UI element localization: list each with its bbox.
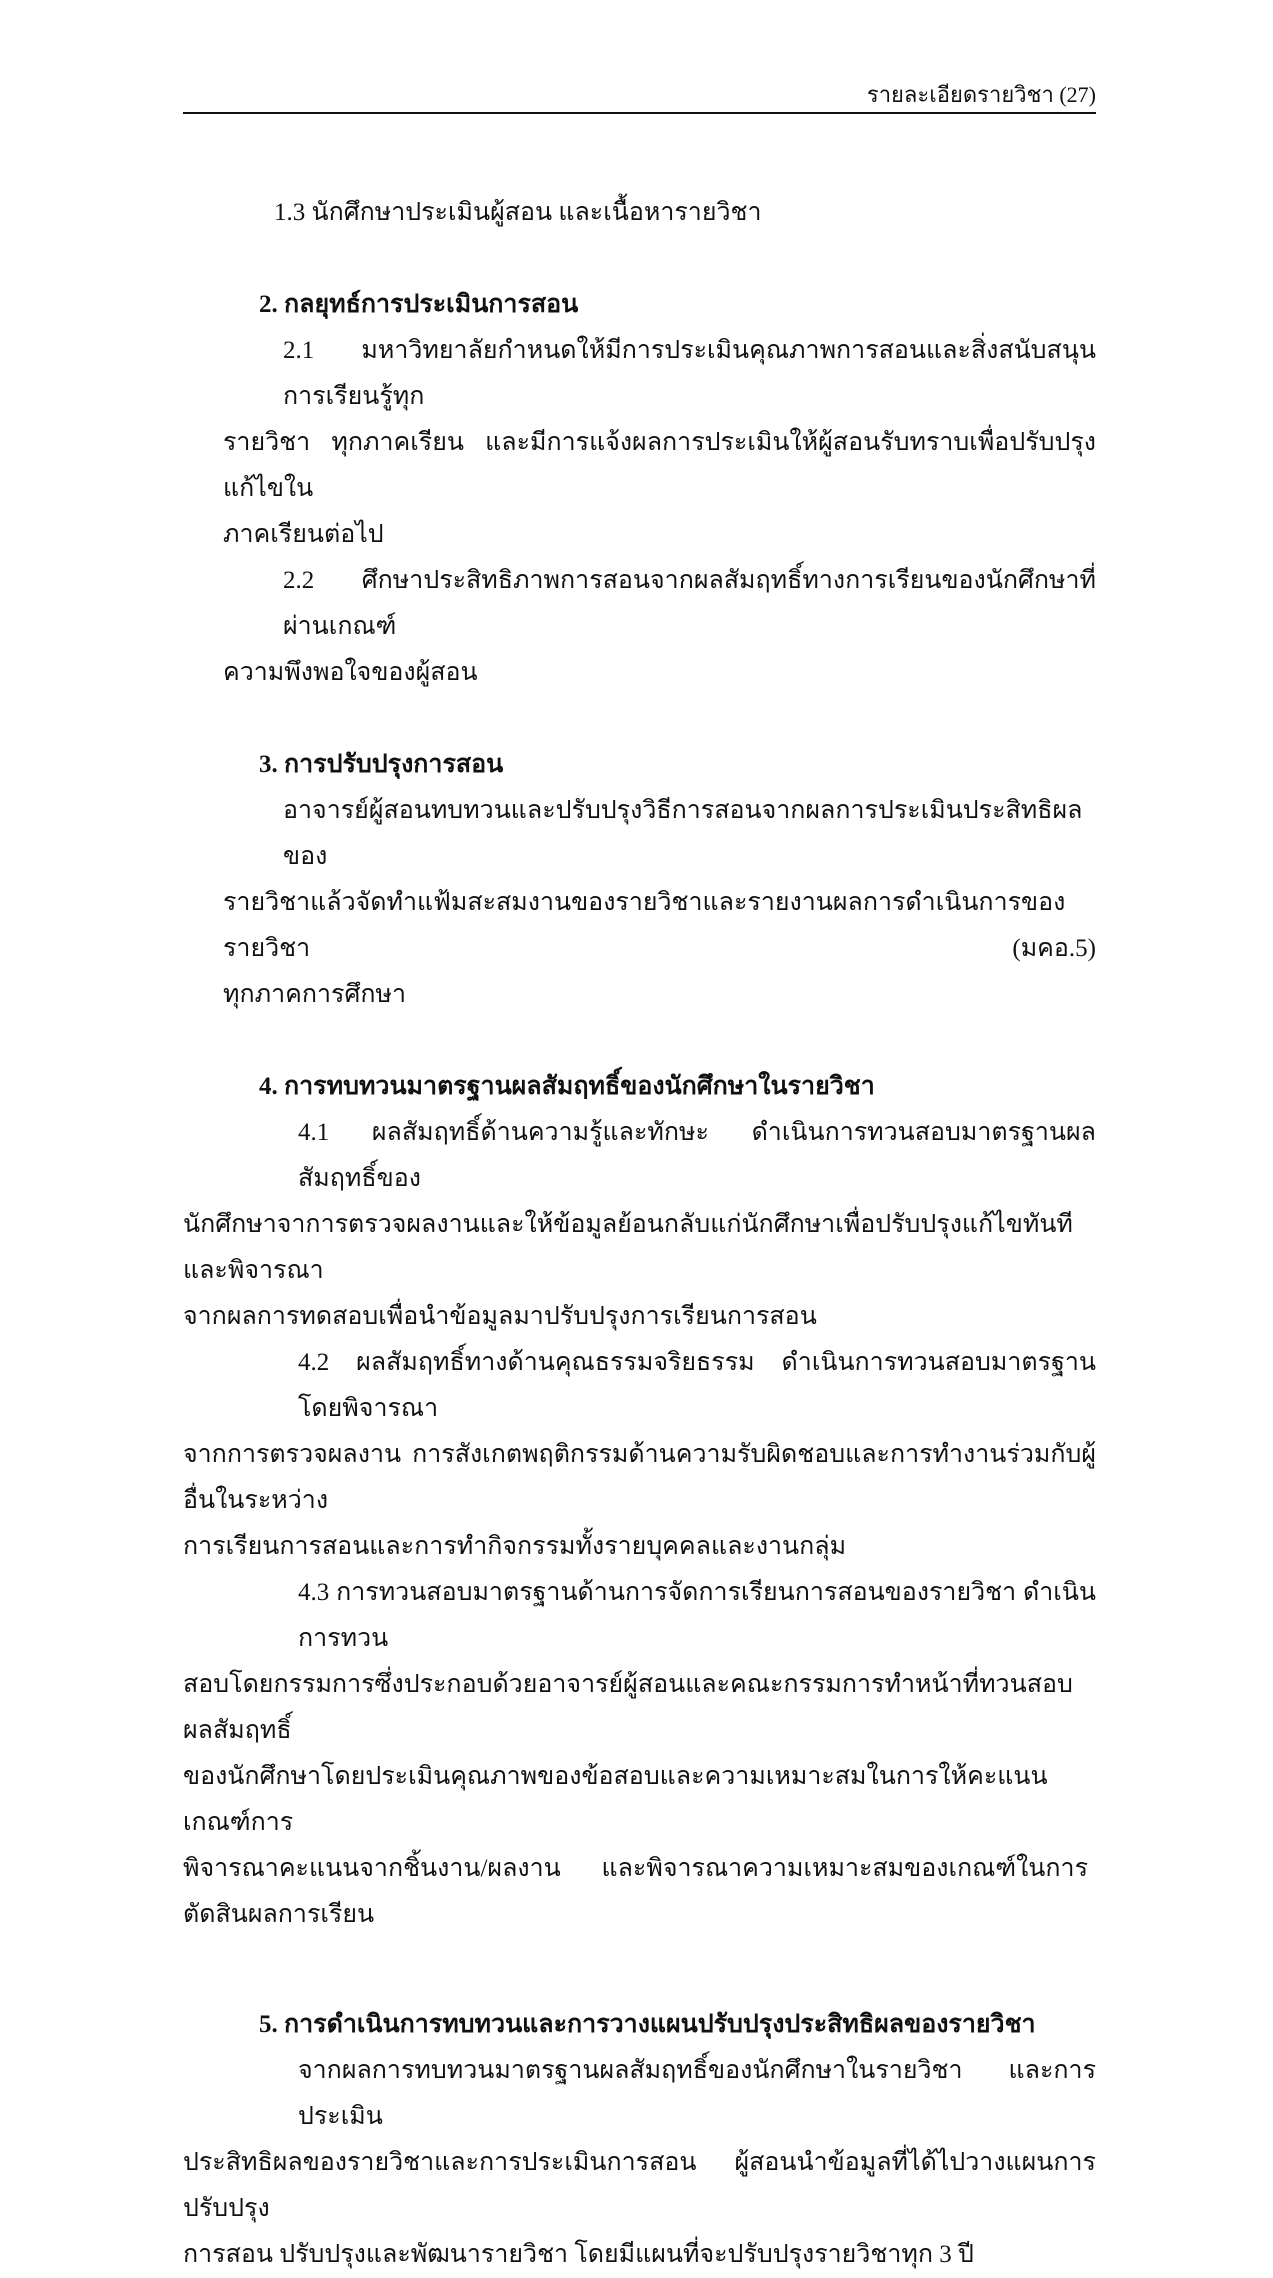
section-3-line: รายวิชาแล้วจัดทำแฟ้มสะสมงานของรายวิชาและรายงานผลการดำเนินการของรายวิชา (มคอ.5) [223, 889, 1096, 962]
section-3-line: ทุกภาคการศึกษา [223, 981, 406, 1008]
section-3-heading: 3. การปรับปรุงการสอน [259, 751, 504, 778]
section-4-3-line: ของนักศึกษาโดยประเมินคุณภาพของข้อสอบและความเหมาะสมในการให้คะแนน เกณฑ์การ [183, 1763, 1048, 1836]
section-4-2-line: จากการตรวจผลงาน การสังเกตพฤติกรรมด้านความรับผิดชอบและการทำงานร่วมกับผู้อื่นในระหว่าง [183, 1441, 1096, 1514]
section-4-1-line: นักศึกษาจาการตรวจผลงานและให้ข้อมูลย้อนกลับแก่นักศึกษาเพื่อปรับปรุงแก้ไขทันที และพิจารณา [183, 1211, 1073, 1284]
section-2-1-line: รายวิชา ทุกภาคเรียน และมีการแจ้งผลการประเมินให้ผู้สอนรับทราบเพื่อปรับปรุงแก้ไขใน [223, 429, 1096, 502]
document-page [183, 0, 1096, 2278]
section-2-2-line: ความพึงพอใจของผู้สอน [223, 659, 478, 686]
section-5-line: จากผลการทบทวนมาตรฐานผลสัมฤทธิ์ของนักศึกษาในรายวิชา และการประเมิน [298, 2057, 1096, 2130]
running-header: รายละเอียดรายวิชา (27) [866, 82, 1096, 107]
section-4-3-line: พิจารณาคะแนนจากชิ้นงาน/ผลงาน และพิจารณาความเหมาะสมของเกณฑ์ในการตัดสินผลการเรียน [183, 1855, 1088, 1928]
header-rule [183, 112, 1096, 114]
section-5-line: ประสิทธิผลของรายวิชาและการประเมินการสอน ผู้สอนนำข้อมูลที่ได้ไปวางแผนการปรับปรุง [183, 2149, 1096, 2222]
section-2-heading: 2. กลยุทธ์การประเมินการสอน [259, 291, 579, 318]
section-4-1-line: 4.1 ผลสัมฤทธิ์ด้านความรู้และทักษะ ดำเนินการทวนสอบมาตรฐานผลสัมฤทธิ์ของ [298, 1119, 1096, 1192]
section-2-1-line: 2.1 มหาวิทยาลัยกำหนดให้มีการประเมินคุณภาพการสอนและสิ่งสนับสนุนการเรียนรู้ทุก [283, 337, 1096, 410]
section-4-heading: 4. การทบทวนมาตรฐานผลสัมฤทธิ์ของนักศึกษาในรายวิชา [259, 1073, 875, 1100]
section-5-heading: 5. การดำเนินการทบทวนและการวางแผนปรับปรุงประสิทธิผลของรายวิชา [259, 2011, 1036, 2038]
section-3-line: อาจารย์ผู้สอนทบทวนและปรับปรุงวิธีการสอนจากผลการประเมินประสิทธิผลของ [283, 797, 1083, 870]
section-4-3-line: 4.3 การทวนสอบมาตรฐานด้านการจัดการเรียนการสอนของรายวิชา ดำเนินการทวน [298, 1579, 1096, 1652]
section-4-1-line: จากผลการทดสอบเพื่อนำข้อมูลมาปรับปรุงการเรียนการสอน [183, 1303, 817, 1330]
section-4-2-line: 4.2 ผลสัมฤทธิ์ทางด้านคุณธรรมจริยธรรม ดำเนินการทวนสอบมาตรฐานโดยพิจารณา [298, 1349, 1096, 1422]
section-4-2-line: การเรียนการสอนและการทำกิจกรรมทั้งรายบุคคลและงานกลุ่ม [183, 1533, 847, 1560]
item-1-3: 1.3 นักศึกษาประเมินผู้สอน และเนื้อหารายวิชา [274, 199, 762, 226]
section-2-2-line: 2.2 ศึกษาประสิทธิภาพการสอนจากผลสัมฤทธิ์ทางการเรียนของนักศึกษาที่ผ่านเกณฑ์ [283, 567, 1096, 640]
section-5-line: การสอน ปรับปรุงและพัฒนารายวิชา โดยมีแผนที่จะปรับปรุงรายวิชาทุก 3 ปี [183, 2241, 974, 2268]
section-4-3-line: สอบโดยกรรมการซึ่งประกอบด้วยอาจารย์ผู้สอนและคณะกรรมการทำหน้าที่ทวนสอบผลสัมฤทธิ์ [183, 1671, 1073, 1744]
section-2-1-line: ภาคเรียนต่อไป [223, 521, 384, 548]
